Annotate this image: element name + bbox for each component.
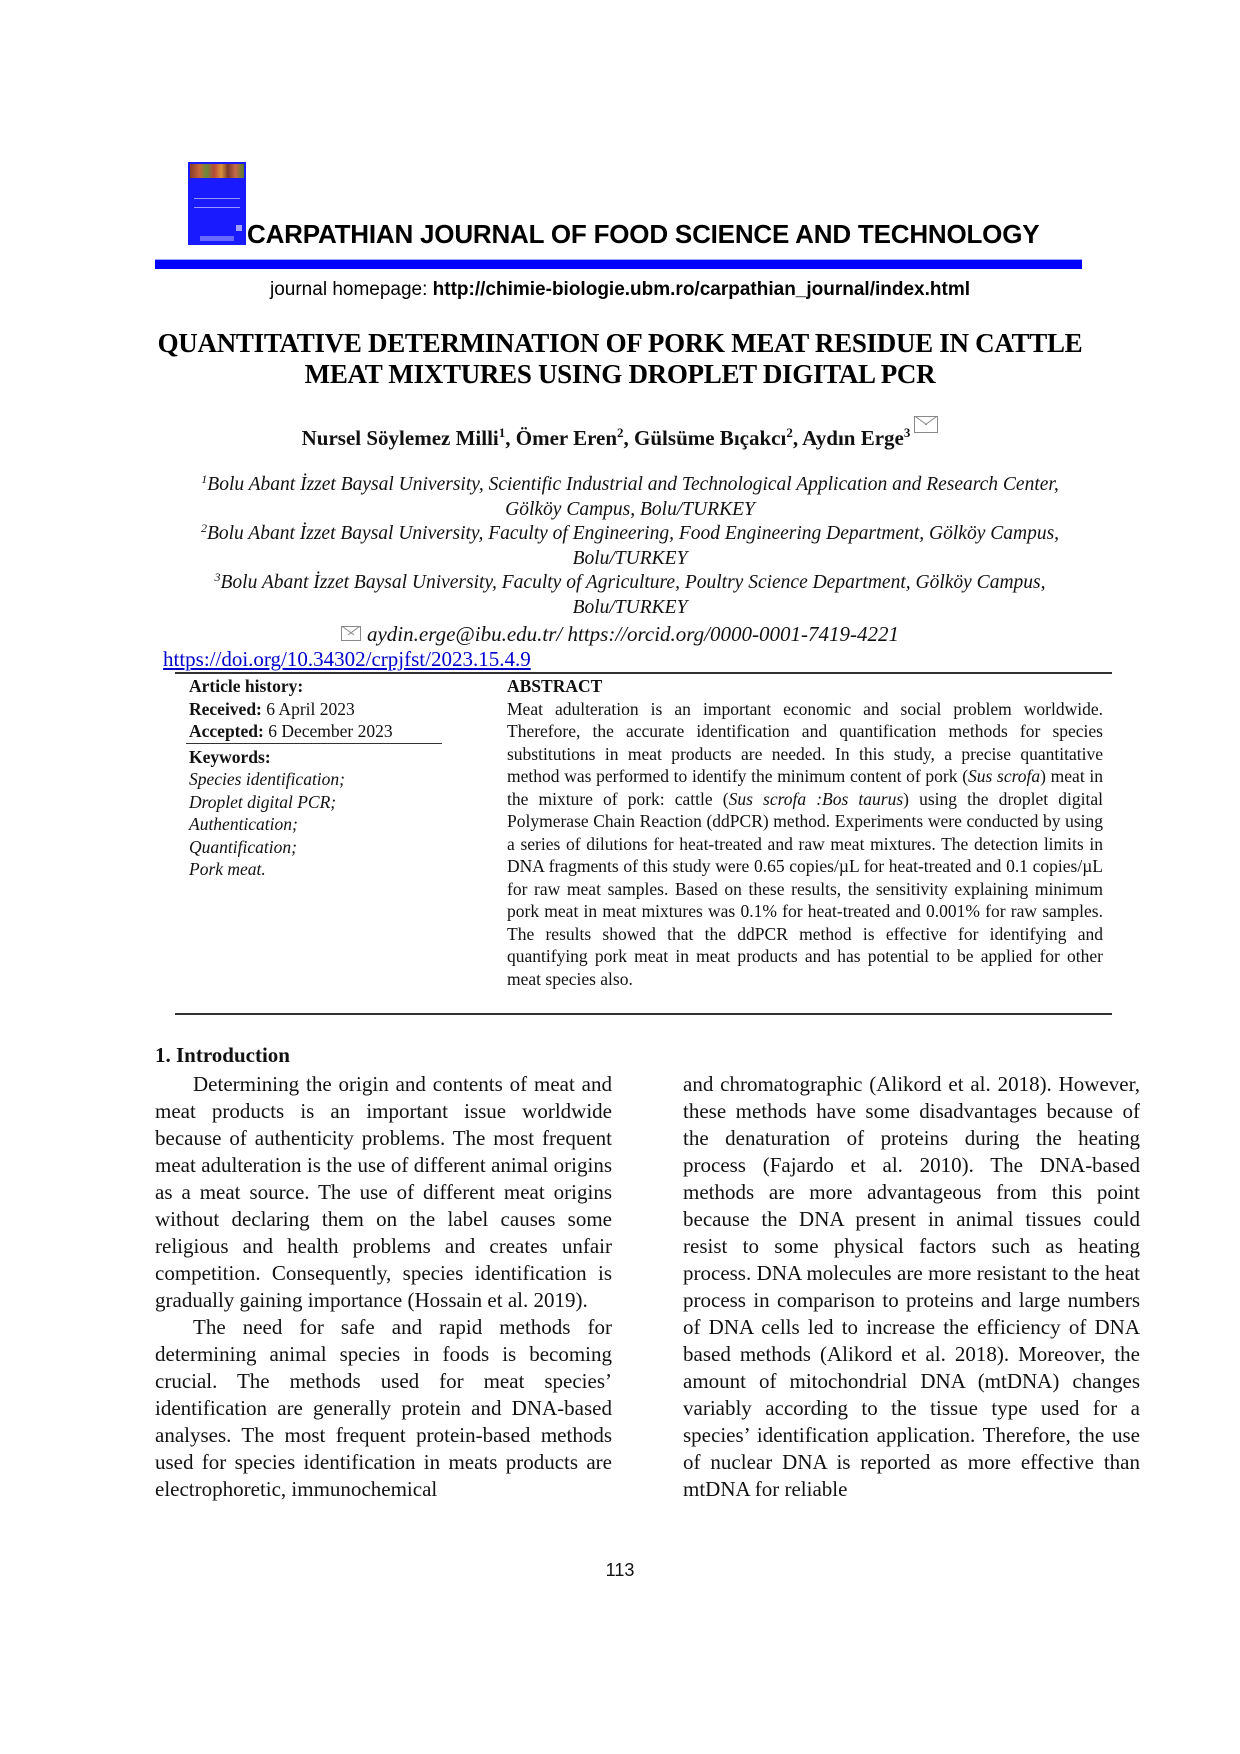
affil-text: Bolu Abant İzzet Baysal University, Scientific Industrial and Technological Application and Research Center,	[207, 474, 1059, 495]
affil-ref: 2	[786, 425, 793, 440]
author-name: Nursel Söylemez Milli	[301, 426, 499, 450]
envelope-icon	[341, 626, 361, 641]
logo-footer	[200, 236, 234, 241]
affiliation-3	[150, 571, 1110, 620]
affil-text: Bolu/TURKEY	[572, 547, 688, 569]
journal-homepage	[0, 279, 1240, 301]
abstract	[507, 675, 1103, 990]
homepage-link[interactable]: http://chimie-biologie.ubm.ro/carpathian_journal/index.html	[432, 279, 970, 300]
species-name: Sus scrofa	[968, 766, 1041, 786]
table-top-rule	[175, 672, 1112, 674]
affil-text: Bolu Abant İzzet Baysal University, Faculty of Engineering, Food Engineering Department, Gölköy Campus,	[206, 523, 1060, 544]
contact-email-orcid[interactable]: aydin.erge@ibu.edu.tr/ https://orcid.org/0000-0001-7419-4221	[366, 622, 899, 646]
affil-text: Bolu Abant İzzet Baysal University, Faculty of Agriculture, Poultry Science Department, Gölköy Campus,	[220, 572, 1046, 593]
author-list	[0, 416, 1240, 451]
article-title	[140, 328, 1100, 390]
keywords-label: Keywords:	[189, 746, 271, 767]
separator: ,	[623, 426, 635, 450]
body-column-left	[155, 1071, 612, 1503]
affil-ref: 3	[903, 425, 911, 440]
keyword: Authentication;	[189, 814, 298, 834]
header-divider-bar	[155, 259, 1082, 269]
doi-link[interactable]: https://doi.org/10.34302/crpjfst/2023.15.4.9	[163, 647, 531, 671]
species-name: Sus scrofa :Bos taurus	[728, 788, 904, 809]
keyword: Quantification;	[189, 836, 297, 857]
received-date: 6 April 2023	[261, 698, 355, 719]
keywords-block	[189, 746, 439, 881]
table-bottom-rule	[175, 1013, 1112, 1015]
affil-ref: 2	[617, 425, 624, 440]
paragraph: The need for safe and rapid methods for determining animal species in foods is becoming crucial. The methods used for meat species’ identification are generally protein and DNA-based analyses. The most frequent protein-based methods used for species identification in meats products are electrophoretic, immunochemical	[155, 1315, 612, 1501]
received-label: Received:	[189, 698, 262, 719]
abstract-segment: Meat adulteration is an important economic and social problem worldwide. Therefore, the accurate identification and quantification methods for species substitutions in meat products are needed. In this study, a precise quantitative method was performed to identify the minimum content of pork (	[507, 698, 1103, 786]
article-history	[186, 675, 442, 744]
affil-num: 1	[201, 472, 208, 486]
journal-name: CARPATHIAN JOURNAL OF FOOD SCIENCE AND TECHNOLOGY	[247, 219, 1040, 249]
affil-text: Gölköy Campus, Bolu/TURKEY	[505, 498, 755, 520]
history-label: Article history:	[189, 676, 304, 696]
abstract-text	[507, 698, 1103, 991]
accepted-label: Accepted:	[189, 721, 264, 741]
abstract-segment: ) using the droplet digital Polymerase Chain Reaction (ddPCR) method. Experiments were conducted by using a series of dilutions for heat-treated and raw meat mixtures. The detection limits in DNA fragments of this study were 0.65 copies/µL for heat-treated and 0.1 copies/µL for raw meat samples. Based on these results, the sensitivity explaining minimum pork meat in meat mixtures was 0.1% for heat-treated and 0.001% for raw samples. The results showed that the ddPCR method is effective for identifying and quantifying pork meat in meat products and has potential to be applied for other meat species also.	[507, 788, 1103, 989]
section-heading: 1. Introduction	[155, 1043, 290, 1067]
journal-logo	[188, 162, 246, 245]
abstract-segment: ) meat in the mixture of pork: cattle (	[507, 766, 1103, 809]
affiliation-2	[150, 522, 1110, 571]
separator: ,	[792, 426, 803, 450]
logo-mark	[236, 225, 242, 231]
keyword: Species identification;	[189, 769, 345, 789]
article-info	[189, 675, 439, 881]
author-name: Ömer Eren	[515, 426, 618, 450]
accepted-date: 6 December 2023	[263, 721, 393, 741]
title-line-1: QUANTITATIVE DETERMINATION OF PORK MEAT RESIDUE IN CATTLE	[157, 328, 1083, 358]
affiliation-1	[150, 473, 1110, 522]
affiliations	[150, 473, 1110, 620]
body-column-right	[683, 1071, 1140, 1503]
paragraph: Determining the origin and contents of meat and meat products is an important issue worldwide because of authenticity problems. The most frequent meat adulteration is the use of different animal origins as a meat source. The use of different meat origins without declaring them on the label causes some religious and health problems and creates unfair competition. Consequently, species identification is gradually gaining importance (Hossain et al. 2019).	[155, 1072, 612, 1312]
homepage-label: journal homepage:	[270, 279, 433, 300]
affil-text: Bolu/TURKEY	[572, 596, 688, 618]
keyword: Droplet digital PCR;	[189, 791, 337, 812]
envelope-icon	[914, 416, 938, 433]
abstract-heading: ABSTRACT	[507, 676, 603, 696]
author-name: Aydın Erge	[802, 426, 904, 450]
title-line-2: MEAT MIXTURES USING DROPLET DIGITAL PCR	[304, 359, 936, 389]
keyword: Pork meat.	[189, 859, 266, 879]
separator: ,	[505, 426, 516, 450]
logo-photo-strip	[190, 164, 244, 178]
author-name: Gülsüme Bıçakcı	[634, 426, 787, 450]
corresponding-contact	[0, 622, 1240, 647]
affil-ref: 1	[498, 425, 506, 440]
affil-num: 3	[214, 570, 221, 584]
paragraph: and chromatographic (Alikord et al. 2018). However, these methods have some disadvantages because of the denaturation of proteins during the heating process (Fajardo et al. 2010). The DNA-based methods are more advantageous from this point because the DNA present in animal tissues could resist to some physical factors such as heating process. DNA molecules are more resistant to the heat process in comparison to proteins and large numbers of DNA cells led to increase the efficiency of DNA based methods (Alikord et al. 2018). Moreover, the amount of mitochondrial DNA (mtDNA) changes variably according to the tissue type used for a species’ identification application. Therefore, the use of nuclear DNA is reported as more effective than mtDNA for reliable	[683, 1072, 1140, 1501]
page-number: 113	[605, 1560, 635, 1580]
affil-num: 2	[200, 521, 207, 535]
logo-text	[194, 198, 240, 208]
